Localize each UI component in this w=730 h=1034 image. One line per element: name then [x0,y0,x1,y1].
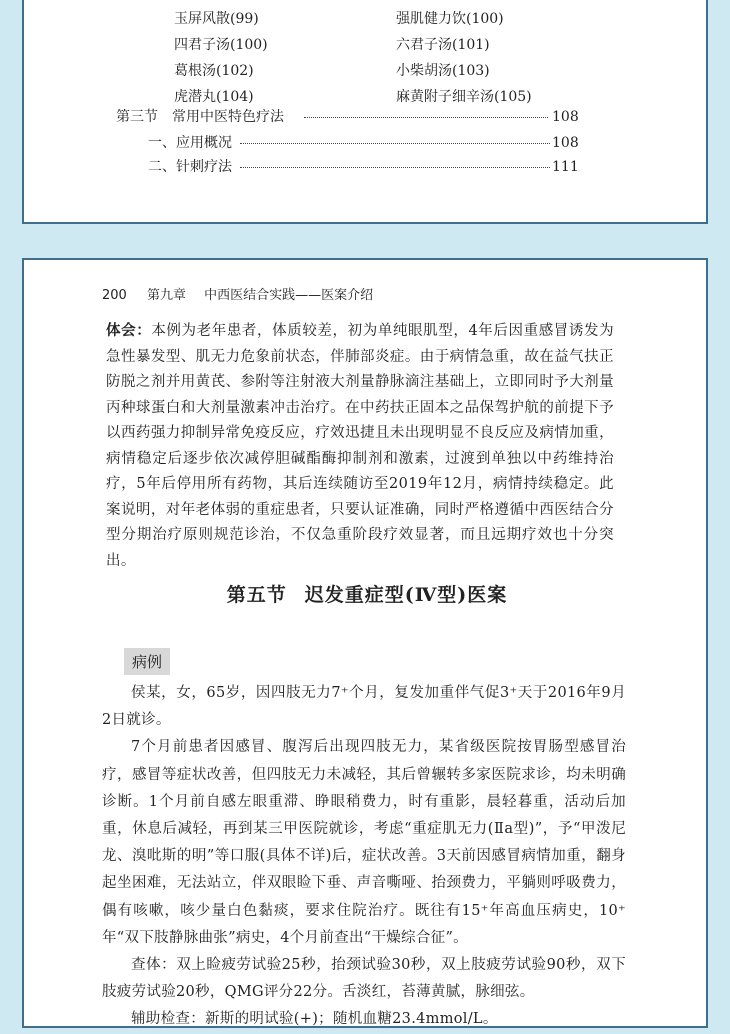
chapter-title: 中西医结合实践——医案介绍 [204,288,374,303]
case-paragraph: 7个月前患者因感冒、腹泻后出现四肢无力，某省级医院按胃肠型感冒治疗，感冒等症状改善，但四肢无力未减轻，其后曾辗转多家医院求诊，均未明确诊断。1个月前自感左眼重滞、睁眼稍费力，时有重影，晨轻暮重，活动后加重，休息后减轻，再到某三甲医院就诊，考虑“重症肌无力(Ⅱa型)”，予“甲泼尼龙、溴吡斯的明”等口服(具体不详)后，症状改善。3天前因感冒病情加重，翻身起坐困难，无法站立，伴双眼睑下垂、声音嘶哑、抬颈费力，平躺则呼吸费力，偶有咳嗽，咳少量白色黏痰，要求住院治疗。既往有15⁺年高血压病史，10⁺年“双下肢静脉曲张”病史，4个月前查出“干燥综合征”。 [102,739,626,946]
chapter-number: 第九章 [146,288,186,303]
toc-leader [240,143,550,144]
case-body [102,680,626,1034]
toc-page-number: 111 [552,159,579,175]
formula-entry: 麻黄附子细辛汤(105) [396,89,532,105]
experience-text: 本例为老年患者，体质较差，初为单纯眼肌型，4年后因重感冒诱发为急性暴发型、肌无力危象前状态，伴肺部炎症。由于病情急重，故在益气扶正防脱之剂并用黄芪、参附等注射液大剂量静脉滴注基础上，立即同时予大剂量丙种球蛋白和大剂量激素冲击治疗。在中药扶正固本之品保驾护航的前提下予以西药强力抑制异常免疫反应，疗效迅捷且未出现明显不良反应及病情加重，病情稳定后逐步依次减停胆碱酯酶抑制剂和激素，过渡到单独以中药维持治疗，5年后停用所有药物，其后连续随访至2019年12月，病情持续稳定。此案说明，对年老体弱的重症患者，只要认证准确，同时严格遵循中西医结合分型分期治疗原则规范诊治，不仅急重阶段疗效显著，而且远期疗效也十分突出。 [106,323,615,569]
toc-item-entry [148,156,579,178]
section-name: 迟发重症型(Ⅳ型)医案 [304,584,508,606]
case-paragraph: 侯某，女，65岁，因四肢无力7⁺个月，复发加重伴气促3⁺天于2016年9月2日就诊。 [102,685,626,729]
section-heading [24,580,710,607]
formula-row [174,58,594,84]
formula-entry: 玉屏风散(99) [174,11,259,27]
formula-row [174,6,594,32]
formula-entry: 四君子汤(100) [174,37,268,53]
toc-page-number: 108 [552,135,579,151]
case-paragraph: 查体：双上睑疲劳试验25秒，抬颈试验30秒，双上肢疲劳试验90秒，双下肢疲劳试验20秒，QMG评分22分。舌淡红，苔薄黄腻，脉细弦。 [102,957,626,1001]
running-head [102,284,373,303]
toc-item-label: 二、针刺疗法 [148,159,232,175]
formula-entry: 六君子汤(101) [396,37,490,53]
case-paragraph: 辅助检查：新斯的明试验(+)；随机血糖23.4mmol/L。 [131,1011,498,1028]
formula-list [174,6,594,110]
formula-entry: 小柴胡汤(103) [396,63,490,79]
toc-section-label: 第三节 常用中医特色疗法 [116,109,284,125]
formula-entry: 葛根汤(102) [174,63,254,79]
experience-label: 体会： [106,322,152,339]
toc-item-entry [148,132,579,154]
page-number: 200 [102,288,127,303]
experience-paragraph [106,318,614,574]
formula-entry: 强肌健力饮(100) [396,11,504,27]
toc-item-label: 一、应用概况 [148,135,232,151]
toc-section-entry [116,106,579,128]
previous-page-toc [22,0,708,224]
section-number: 第五节 [226,584,287,606]
toc-leader [240,167,550,168]
formula-row [174,32,594,58]
toc-leader [304,117,548,118]
toc-page-number: 108 [552,109,579,125]
book-page [22,258,708,1028]
formula-entry: 虎潜丸(104) [174,89,254,105]
case-tag: 病例 [124,648,170,675]
